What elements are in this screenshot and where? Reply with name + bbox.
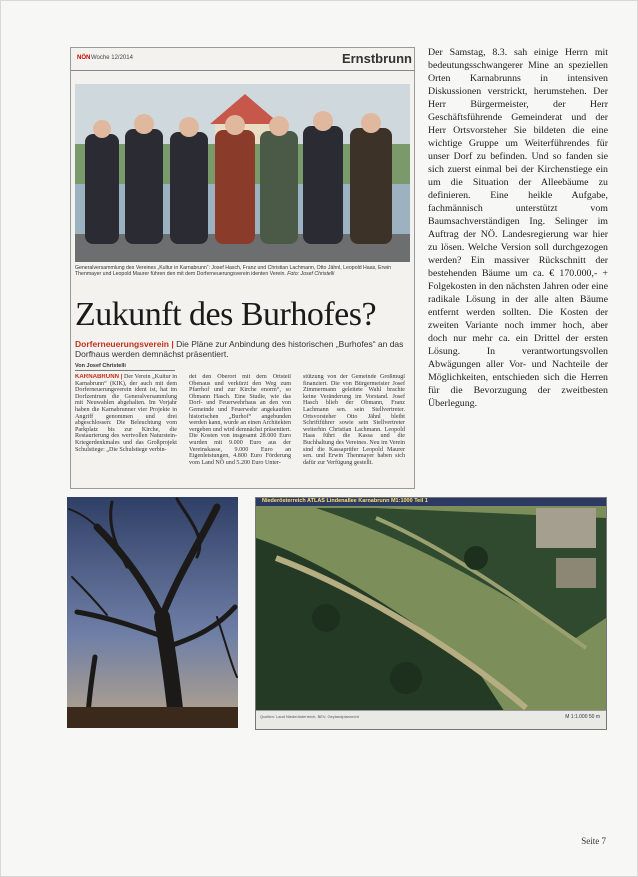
article-headline: Zukunft des Burhofes? [75, 296, 377, 333]
newspaper-clipping [70, 47, 415, 489]
caption-text: Generalversammlung des Vereines „Kultur in Karnabrunn“: Josef Hasch, Franz und Christian Lachmann, Otto Jähnl, Leopold Haas, Erwin Thenmayer und Leopold Maurer führen den mit dem Dorferneuerungsverein identen Verein. [75, 265, 392, 278]
region-label: Ernstbrunn [341, 51, 412, 66]
main-body-text: Der Samstag, 8.3. sah einige Herrn mit bedeutungsschwangerer Mine an speziellen Orten Karnabrunns in intensiven Diskussionen verstrickt, herumstehen. Der Herr Bürgermeister, der Herr Geschäftsführende Gemeinderat und der Herr Ortsvorsteher Sie bildeten die eine wichtige Gruppe um Weiterführendes für unser Dorf zu befinden. Und so fanden sie sich zuerst einmal bei der Kirchenstiege ein um die Situation der Alleebäume zu definieren. Eine heikle Aufgabe, fachmännisch unterstützt vom Baumsachverständigen Ing. Selinger im Auftrag der NÖ. Landesregierung war hier zu lösen. Welche Version soll durchgezogen werden? Ein massiver Rückschnitt der bestehenden Bäume um ca. € 170.000,- + Folgekosten in den nächsten Jahren oder eine radikale Lösung in der alle alten Bäume entfernt werden sollten. Die Kosten der zweiten Variante noch immer hoch, aber doch nur mehr ca. ein Drittel der ersten Lösung. In verantwortungsvollen Abwägungen aller Vor- und Nachteile der Möglichkeiten, entschieden sich die Herren für die Bevorzugung der zweitbesten Überlegung. [428, 47, 608, 409]
group-photo [75, 84, 410, 262]
column-1-text: Der Verein „Kultur in Karnabrunn“ (KIK), der auch mit dem Dorferneuerungsverein ident ist, hat im Dorfzentrum die Generalversammlung mit Neuwahlen abgehalten. Im Vorjahr haben die Karnabrunner vier Projekte in Angriff genommen und drei abgeschlossen: Die Beleuchtung vom Parkplatz bis zur Kirche, die Restaurierung des wertvollen Naturstein-Kriegerdenkmales und das Großprojekt Schulstiege: „Die Schulstiege verbin- [75, 374, 177, 453]
map-scale: M 1:1.000 50 m [565, 714, 600, 720]
page-number: Seite 7 [581, 836, 606, 846]
aerial-map [255, 497, 607, 730]
tree-photo [67, 497, 238, 728]
dateline: KARNABRUNN | [75, 374, 123, 380]
clipping-header [71, 48, 414, 71]
article-column-3: stützung von der Gemeinde Großmugl finanziert. Die von Bürgermeister Josef Zimmermann geleitete Wahl brachte keine Veränderung im Vorstand. Josef Hasch blieb der Obmann, Franz Lachmann sen. sein Stellvertreter. Ortsvorsteher Otto Jähnl bleibt Schriftführer sowie sein Stellvertreter weiterhin Christian Lachmann. Leopold Haas führt die Kassa und die Buchhaltung des Vereines. Neu im Verein sind die Kassaprüfer Leopold Maurer sen. und Erwin Thenmayer haben sich dafür zur Verfügung gestellt. [303, 374, 405, 466]
article-byline: Von Josef Christelli [75, 363, 126, 369]
article-column-2: det den Oberort mit dem Ortsteil Obenaus und verkürzt den Weg zum Pfarrhof und zur Kirche enorm“, so Obmann Hasch. Eine Studie, wie das Dorf- und Feuerwehrhaus an den von Gemeinde und Feuerwehr angekauften historischen „Burhof“ angebunden werden kann, wurde an einen Architekten vergeben und wird demnächst präsentiert. Die Kosten von insgesamt 28.000 Euro wurden mit 9.000 Euro aus der Vereinskasse, 9.000 Euro an Eigenleistungen, 4.800 Euro Förderung vom Land NÖ und 5.200 Euro Unter- [189, 374, 291, 466]
photo-credit: Foto: Josef Christelli [287, 271, 335, 278]
map-title-bar [256, 498, 606, 506]
byline-rule [75, 370, 175, 371]
subheadline-text: Die Pläne zur Anbindung des historischen „Burhofes“ an das Dorfhaus werden demnächst präsentiert. [75, 339, 404, 359]
photo-caption [75, 265, 410, 278]
article-subheadline [75, 339, 410, 359]
subheadline-label: Dorferneuerungsverein | [75, 339, 174, 349]
map-source: Quellen: Land Niederösterreich, BEV, Geylandplanrecht [260, 714, 359, 719]
article-column-1 [75, 374, 177, 486]
map-title: Niederösterreich ATLAS Lindenallee Karnabrunn M1:1000 Teil 1 [262, 498, 428, 504]
map-footer [256, 710, 606, 729]
newspaper-logo: NÖN [77, 55, 91, 61]
issue-label: Woche 12/2014 [91, 55, 133, 61]
